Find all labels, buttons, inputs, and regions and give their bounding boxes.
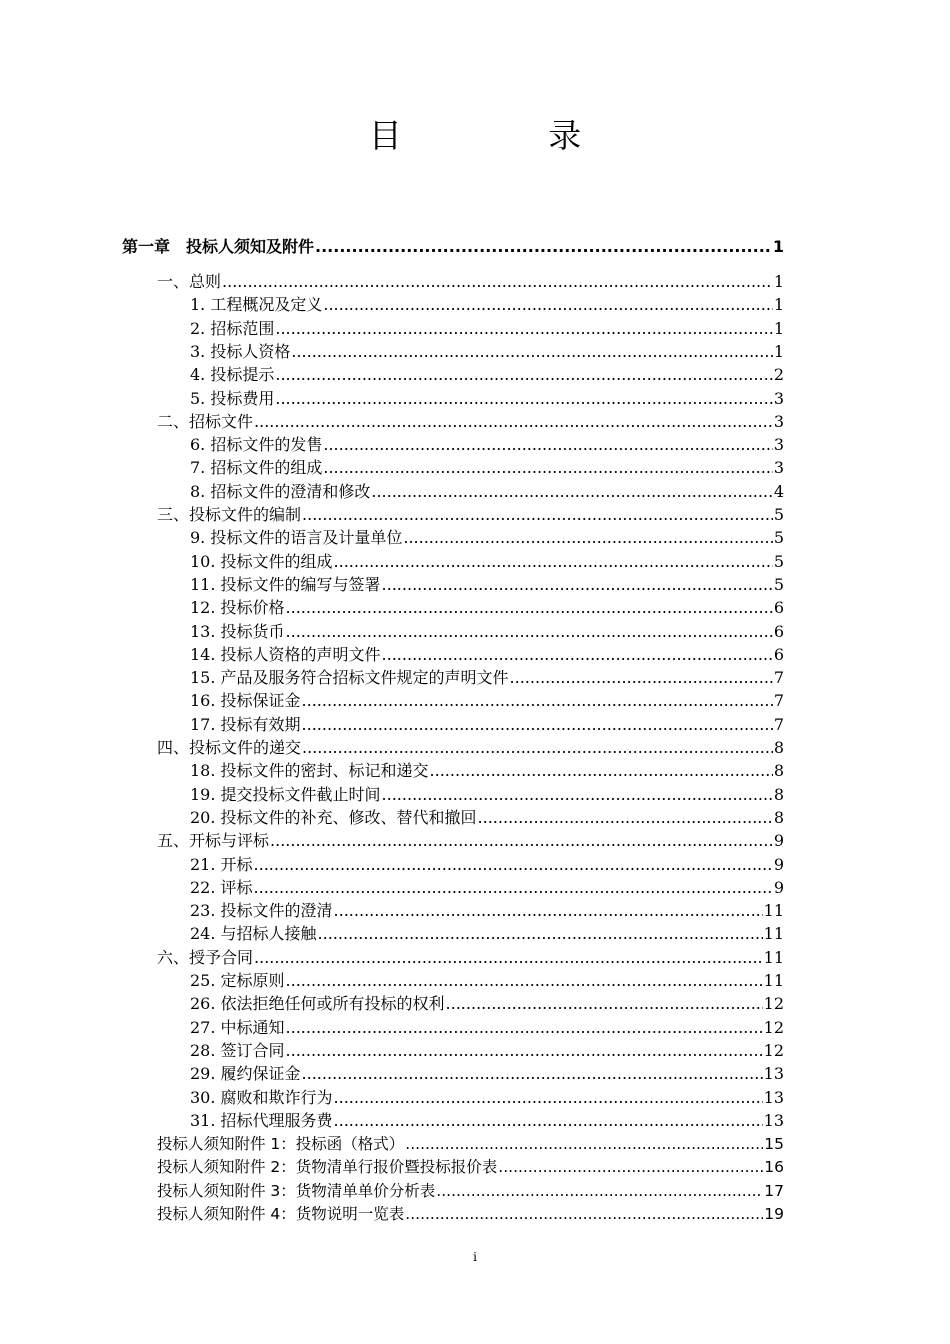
toc-item-entry[interactable] [190,527,784,549]
toc-entry-label: 13. 投标货币 [190,622,285,641]
toc-entry-label: 5. 投标费用 [190,389,275,408]
toc-entry-page: 12 [763,1018,784,1037]
toc-entry-page: 1 [773,319,784,338]
dot-leader [405,1133,763,1155]
dot-leader [254,947,763,969]
toc-entry-page: 13 [763,1088,784,1107]
toc-entry-label: 24. 与招标人接触 [190,924,317,943]
dot-leader [286,597,773,619]
dot-leader [403,527,772,549]
dot-leader [275,318,772,340]
toc-entry-page: 1 [773,272,784,291]
toc-entry-label: 14. 投标人资格的声明文件 [190,645,381,664]
toc-item-entry[interactable] [190,760,784,782]
toc-entry-label: 6. 招标文件的发售 [190,435,323,454]
toc-entry-label: 23. 投标文件的澄清 [190,901,333,920]
toc-entry-page: 11 [763,924,784,943]
toc-item-entry[interactable] [190,597,784,619]
dot-leader [270,830,773,852]
toc-entry-page: 8 [773,808,784,827]
toc-item-entry[interactable] [190,388,784,410]
toc-item-entry[interactable] [190,807,784,829]
toc-entry-page: 5 [773,575,784,594]
toc-entry-label: 26. 依法拒绝任何或所有投标的权利 [190,994,445,1013]
toc-item-entry[interactable] [190,784,784,806]
toc-entry-page: 9 [773,831,784,850]
toc-section-entry[interactable] [157,271,784,293]
toc-annex-entry[interactable] [157,1180,784,1202]
toc-entry-page: 11 [763,901,784,920]
toc-entry-page: 12 [763,994,784,1013]
toc-item-entry[interactable] [190,877,784,899]
toc-entry-page: 3 [773,389,784,408]
toc-entry-page: 13 [763,1111,784,1130]
toc-item-entry[interactable] [190,318,784,340]
toc-entry-page: 19 [764,1205,784,1223]
dot-leader [291,341,772,363]
toc-entry-label: 11. 投标文件的编写与签署 [190,575,381,594]
toc-item-entry[interactable] [190,1063,784,1085]
dot-leader [302,714,773,736]
toc-item-entry[interactable] [190,457,784,479]
dot-leader [302,504,773,526]
dot-leader [286,621,773,643]
toc-entry-label: 30. 腐败和欺诈行为 [190,1088,333,1107]
toc-item-entry[interactable] [190,574,784,596]
toc-entry-label: 投标人须知附件 2：货物清单行报价暨投标报价表 [157,1158,498,1176]
toc-section-entry[interactable] [157,737,784,759]
toc-entry-label: 3. 投标人资格 [190,342,291,361]
toc-item-entry[interactable] [190,1087,784,1109]
toc-annex-entry[interactable] [157,1156,784,1178]
toc-entry-label: 18. 投标文件的密封、标记和递交 [190,761,429,780]
toc-section-entry[interactable] [157,947,784,969]
toc-item-entry[interactable] [190,993,784,1015]
dot-leader [323,294,772,316]
toc-item-entry[interactable] [190,364,784,386]
toc-entry-label: 一、总则 [157,272,222,291]
toc-item-entry[interactable] [190,481,784,503]
dot-leader [302,1063,763,1085]
toc-entry-page: 13 [763,1064,784,1083]
toc-entry-label: 25. 定标原则 [190,971,285,990]
toc-entry-label: 15. 产品及服务符合招标文件规定的声明文件 [190,668,509,687]
toc-entry-page: 9 [773,878,784,897]
dot-leader [315,236,772,258]
page-number: i [473,1250,477,1264]
toc-chapter[interactable] [122,236,784,258]
dot-leader [478,807,773,829]
dot-leader [275,388,772,410]
toc-item-entry[interactable] [190,970,784,992]
dot-leader [382,644,773,666]
toc-item-entry[interactable] [190,1110,784,1132]
toc-entry-label: 投标人须知附件 4：货物说明一览表 [157,1205,405,1223]
dot-leader [382,574,773,596]
toc-entry-page: 16 [764,1158,784,1176]
toc-entry-label: 16. 投标保证金 [190,691,301,710]
toc-entry-page: 3 [773,435,784,454]
toc-item-entry[interactable] [190,690,784,712]
toc-entry-page: 11 [763,948,784,967]
toc-entry-label: 三、投标文件的编制 [157,505,302,524]
toc-entry-label: 31. 招标代理服务费 [190,1111,333,1130]
dot-leader [382,784,773,806]
toc-entry-page: 2 [773,365,784,384]
toc-entry-label: 二、招标文件 [157,412,254,431]
toc-entry-label: 投标人须知附件 3：货物清单单价分析表 [157,1182,436,1200]
toc-item-entry[interactable] [190,923,784,945]
toc-item-entry[interactable] [190,551,784,573]
toc-section-entry[interactable] [157,504,784,526]
dot-leader [323,457,772,479]
dot-leader [430,760,773,782]
toc-entry-page: 7 [773,668,784,687]
toc-entry-page: 9 [773,855,784,874]
toc-entry-label: 19. 提交投标文件截止时间 [190,785,381,804]
toc-entry-page: 4 [773,482,784,501]
toc-item-entry[interactable] [190,1040,784,1062]
dot-leader [254,854,773,876]
toc-entry-label: 10. 投标文件的组成 [190,552,333,571]
toc-entry-label: 20. 投标文件的补充、修改、替代和撤回 [190,808,477,827]
dot-leader [222,271,773,293]
toc-entry-page: 5 [773,552,784,571]
dot-leader [323,434,772,456]
toc-entry-label: 22. 评标 [190,878,253,897]
toc-entry-label: 17. 投标有效期 [190,715,301,734]
toc-entry-page: 7 [773,715,784,734]
toc-entry-page: 8 [773,738,784,757]
toc-entry-page: 6 [773,622,784,641]
dot-leader [371,481,772,503]
toc-entry-page: 12 [763,1041,784,1060]
dot-leader [498,1156,763,1178]
toc-item-entry[interactable] [190,644,784,666]
toc-item-entry[interactable] [190,667,784,689]
toc-section-entry[interactable] [157,411,784,433]
toc-section-entry[interactable] [157,830,784,852]
toc-item-entry[interactable] [190,341,784,363]
toc-entry-page: 17 [764,1182,784,1200]
toc-entry-page: 8 [773,761,784,780]
toc-entry-label: 8. 招标文件的澄清和修改 [190,482,371,501]
dot-leader [318,923,763,945]
toc-entry-label: 9. 投标文件的语言及计量单位 [190,528,403,547]
toc-entry-label: 4. 投标提示 [190,365,275,384]
toc-entry-label: 7. 招标文件的组成 [190,458,323,477]
dot-leader [302,690,773,712]
toc-entry-label: 12. 投标价格 [190,598,285,617]
dot-leader [254,877,773,899]
dot-leader [286,970,763,992]
toc-entry-page: 3 [773,458,784,477]
toc-entry-label: 29. 履约保证金 [190,1064,301,1083]
toc-entry-label: 六、授予合同 [157,948,254,967]
toc-annex-entry[interactable] [157,1203,784,1225]
toc-entry-page: 11 [763,971,784,990]
toc-entry-page: 6 [773,645,784,664]
toc-item-entry[interactable] [190,434,784,456]
toc-entry-page: 6 [773,598,784,617]
dot-leader [286,1040,763,1062]
toc-entry-label: 投标人须知附件 1：投标函（格式） [157,1135,405,1153]
toc-entry-page: 8 [773,785,784,804]
toc-item-entry[interactable] [190,1017,784,1039]
toc-entry-page: 7 [773,691,784,710]
toc-entry-page: 1 [773,342,784,361]
page-title: 目 录 [368,116,650,155]
toc-annex-entry[interactable] [157,1133,784,1155]
toc-chapter-label: 第一章 投标人须知及附件 [122,237,315,256]
toc-entry-page: 3 [773,412,784,431]
toc-item-entry[interactable] [190,854,784,876]
toc-entry-label: 27. 中标通知 [190,1018,285,1037]
toc-entry-label: 1. 工程概况及定义 [190,295,323,314]
dot-leader [286,1017,763,1039]
toc-entry-page: 15 [764,1135,784,1153]
dot-leader [510,667,773,689]
dot-leader [334,900,763,922]
toc-chapter-page: 1 [772,237,784,256]
dot-leader [436,1180,763,1202]
dot-leader [334,1087,763,1109]
dot-leader [254,411,773,433]
toc-entry-page: 5 [773,528,784,547]
toc-item-entry[interactable] [190,900,784,922]
toc-item-entry[interactable] [190,621,784,643]
dot-leader [302,737,773,759]
dot-leader [405,1203,763,1225]
dot-leader [446,993,763,1015]
toc-entry-label: 28. 签订合同 [190,1041,285,1060]
toc-item-entry[interactable] [190,714,784,736]
toc-entry-page: 1 [773,295,784,314]
toc-entry-label: 2. 招标范围 [190,319,275,338]
dot-leader [334,551,773,573]
dot-leader [275,364,772,386]
toc-entry-label: 五、开标与评标 [157,831,270,850]
toc-entry-label: 21. 开标 [190,855,253,874]
toc-item-entry[interactable] [190,294,784,316]
dot-leader [334,1110,763,1132]
toc-entry-page: 5 [773,505,784,524]
toc-entry-label: 四、投标文件的递交 [157,738,302,757]
